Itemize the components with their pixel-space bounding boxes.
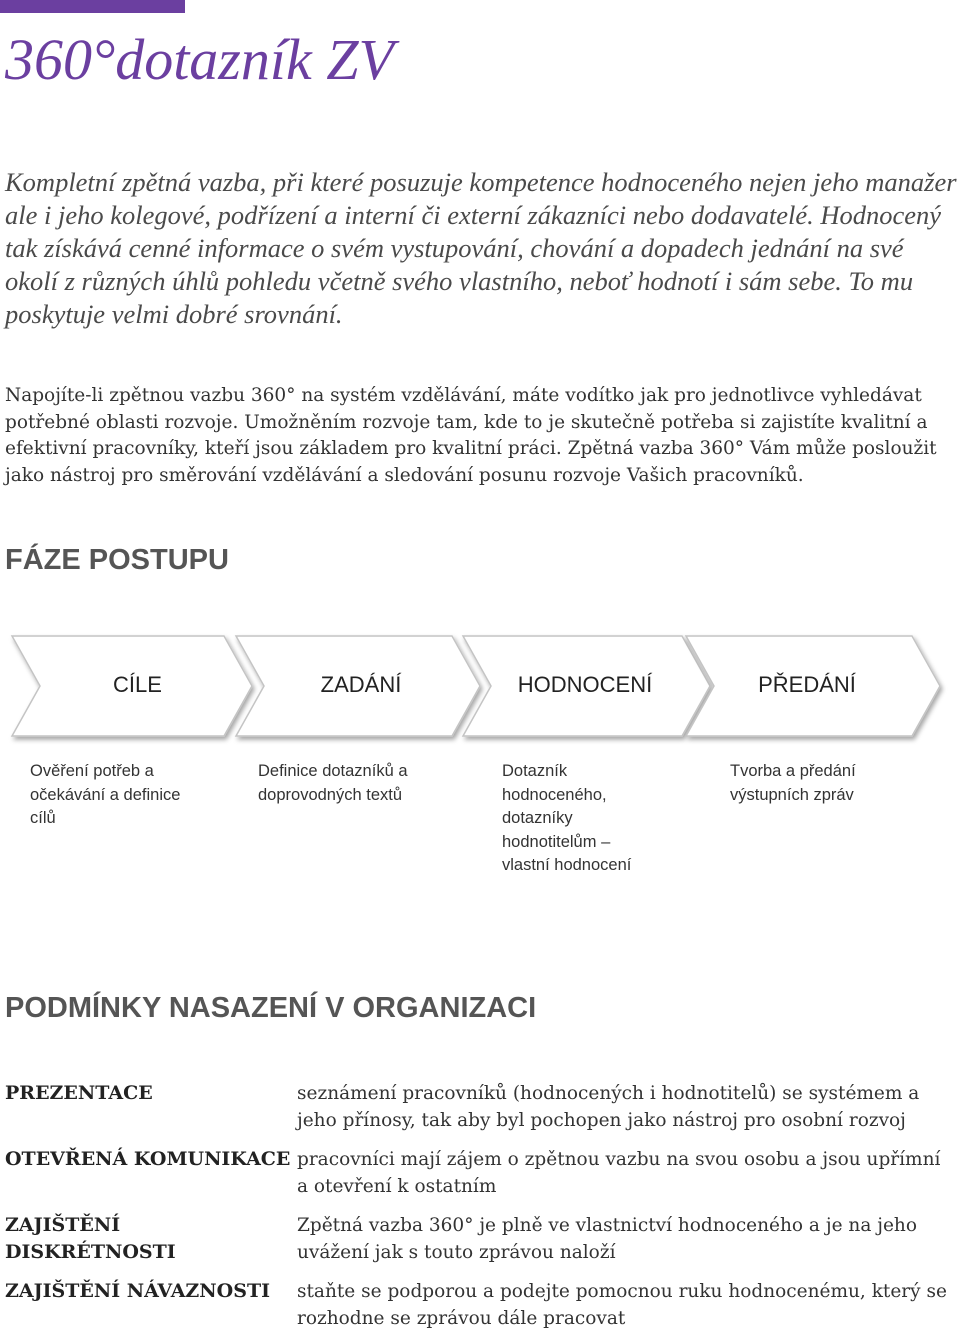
intro-paragraph: Kompletní zpětná vazba, při které posuzuje kompetence hodnoceného nejen jeho manažer ale i jeho kolegové, podřízení a interní či externí zákazníci nebo dodavatelé. Hodnocený tak získává cenné informace o svém vystupování, chování a dopadech jednání na své okolí z různých úhlů pohledu včetně svého vlastního, neboť hodnotí i sám sebe. To mu poskytuje velmi dobré srovnání. [5,167,957,329]
step-label-cile: CÍLE [113,672,162,697]
step-description-cile: Ověření potřeb a očekávání a definice cílů [30,762,181,827]
process-diagram [0,630,960,745]
step-label-hodnoceni: HODNOCENÍ [517,672,653,697]
condition-text: seznámení pracovníků (hodnocených i hodnotitelů) se systémem a jeho přínosy, tak aby byl pochopen jako nástroj pro osobní rozvoj [297,1083,920,1131]
condition-label: PREZENTACE [5,1082,153,1104]
step-description-zadani: Definice dotazníků a doprovodných textů [258,762,408,804]
section-heading-conditions: PODMÍNKY NASAZENÍ V ORGANIZACI [5,992,537,1024]
section-heading-phases: FÁZE POSTUPU [5,544,229,576]
page-title: 360°dotazník ZV [5,27,394,92]
condition-text: pracovníci mají zájem o zpětnou vazbu na svou osobu a jsou upřímní a otevření k ostatním [297,1149,941,1197]
condition-label: ZAJIŠTĚNÍ NÁVAZNOSTI [5,1280,270,1302]
step-description-predani: Tvorba a předání výstupních zpráv [730,762,856,804]
condition-label: OTEVŘENÁ KOMUNIKACE [5,1148,291,1170]
condition-text: Zpětná vazba 360° je plně ve vlastnictví hodnoceného a je na jeho uvážení jak s touto zprávou naloží [297,1215,917,1263]
step-label-zadani: ZADÁNÍ [320,672,402,697]
top-accent-bar [0,0,185,13]
step-description-hodnoceni: Dotazník hodnoceného, dotazníky hodnotitelům – vlastní hodnocení [502,762,632,874]
step-label-predani: PŘEDÁNÍ [758,672,856,697]
condition-text: staňte se podporou a podejte pomocnou ruku hodnocenému, který se rozhodne se zprávou dále pracovat [297,1281,947,1329]
body-paragraph: Napojíte-li zpětnou vazbu 360° na systém vzdělávání, máte vodítko jak pro jednotlivce vyhledávat potřebné oblasti rozvoje. Umožněním rozvoje tam, kde to je skutečně potřeba si zajistíte kvalitní a efektivní pracovníky, kteří jsou základem pro kvalitní práci. Zpětná vazba 360° Vám může posloužit jako nástroj pro směrování vzdělávání a sledování posunu rozvoje Vašich pracovníků. [5,385,937,486]
condition-label: ZAJIŠTĚNÍ DISKRÉTNOSTI [5,1214,176,1263]
